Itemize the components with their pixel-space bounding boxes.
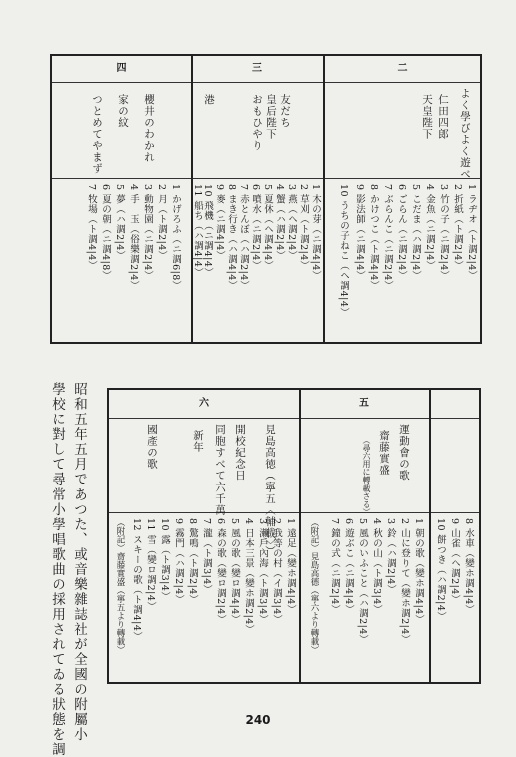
title-item: 齋藤實盛 [378,430,390,476]
title-item: つとめてやまず [91,94,103,175]
song-entry: 2 草刈（ト調2|4） [298,184,309,271]
title-item: 見島高徳（寧五〈輔載〉） [264,424,276,557]
song-entry: 5 夢（ハ調2|4） [114,184,125,261]
song-entry: 11 雪（變ロ調2|4） [145,518,156,612]
mid-rule [109,512,479,513]
grade-header-3: 三 [252,63,262,74]
song-entry: 11 船ち（ハ調4|4） [192,184,203,278]
song-entry: 6 噴水（ニ調2|4） [250,184,261,271]
song-entry: 1 かげろふ（ニ調6|8） [170,184,181,291]
body-text-line: 昭和五年五月であつた、或音樂雜誌社が全國の附屬小 [71,382,87,742]
title-item: 天皇陛下 [421,94,433,140]
song-entry: 9 影法師（ニ調4|4） [354,184,365,281]
upper-table [50,54,482,344]
song-entry: 8 水車（變ホ調4|4） [463,518,474,615]
song-entry: 10 露（ト調3|4） [159,518,170,602]
song-entry: 2 山に登りて（變ホ調2|4） [399,518,410,645]
song-entry: 1 ラヂオ（ト調2|4） [466,184,477,281]
column-divider [429,390,431,682]
title-item: 國產の歌 [146,424,158,470]
appendix-note: （附記）齋藤實盛（寧五より轉載） [115,518,125,654]
header-rule [52,82,480,83]
song-entry: 4 蟹（ハ調2|4） [274,184,285,261]
song-entry: 5 風のいふこと（ハ調2|4） [357,518,368,645]
song-entry: 7 瀧（ト調3|4） [201,518,212,595]
song-entry: 10 飛機（ニ調4|4） [202,184,213,278]
song-entry: 5 こだま（ハ調2|4） [410,184,421,281]
song-entry: 6 遊ぶこ（ニ調4|4） [343,518,354,615]
song-entry: 1 朝の歌（變ホ調4|4） [413,518,424,625]
title-note: （尋六用に轉載さる） [362,436,371,516]
title-item: 運動會の歌 [398,424,410,482]
appendix-note: （附記）見島高德（寧六より轉載） [309,518,319,654]
song-entry: 4 手 玉（俗樂調2|4） [128,184,139,291]
song-entry: 4 金魚（ニ調2|4） [424,184,435,271]
song-entry: 9 山雀（ヘ調2|4） [449,518,460,605]
song-entry: 3 瀨戶內海（ト調3|4） [257,518,268,625]
song-entry: 6 森の歌（變ロ調2|4） [215,518,226,625]
song-entry: 6 夏の朝（ニ調4|8） [100,184,111,281]
song-entry: 2 月（ト調2|4） [156,184,167,261]
song-entry: 3 竹の子（ニ調2|4） [438,184,449,281]
song-entry: 3 鈴（ハ調2|4） [385,518,396,595]
song-entry: 9 麥（ニ調4|4） [214,184,225,261]
song-entry: 9 霧門（ハ調2|4） [173,518,184,605]
song-entry: 1 遠足（變ホ調4|4） [285,518,296,615]
title-item: 櫻井のわかれ [143,94,155,163]
song-entry: 7 ぶらんこ（ニ調2|4） [382,184,393,291]
song-entry: 2 我等の村（イ調3|4） [271,518,282,625]
song-entry: 10 うちの子ねこ（ヘ調4|4） [338,184,349,318]
song-entry: 8 かけつこ（ト調4|4） [368,184,379,291]
song-entry: 4 日本三景（變ホ調2|4） [243,518,254,635]
song-entry: 4 秋の山（ト調3|4） [371,518,382,615]
grade-header-4: 四 [116,63,127,74]
song-entry: 5 風の歌（變ロ調4|4） [229,518,240,625]
title-item: 港 [203,94,215,106]
song-entry: 2 折紙（ト調2|4） [452,184,463,271]
song-entry: 12 スキーの歌（ト調4|4） [131,518,142,642]
song-entry: 7 鐘の式（ニ調2|4） [329,518,340,615]
mid-rule [52,178,480,179]
title-item: よく學びよく遊べ [459,88,471,180]
song-entry: 8 まき行き（ハ調4|4） [226,184,237,291]
title-item: 開校紀念日 [234,424,246,482]
title-item: 新年 [192,430,204,453]
song-entry: 6 ごらん（ニ調2|4） [396,184,407,281]
song-entry: 3 燕（ヘ調2|4） [286,184,297,261]
title-item: 皇后陛下 [265,94,277,140]
grade-header-2: 二 [397,63,408,74]
title-item: 仁田四郎 [437,94,449,140]
song-entry: 1 木の芽（ニ調4|4） [310,184,321,281]
title-item: おもひやり [251,94,263,152]
body-text-line: 學校に對して尋常小學唱歌曲の採用されてゐる狀態を調 [49,382,65,757]
song-entry: 3 動物園（ニ調2|4） [142,184,153,281]
lower-table [107,388,481,684]
title-item: 友だち [279,94,291,129]
header-rule [109,418,479,419]
song-entry: 10 餅つき（ハ調2|4） [435,518,446,622]
title-item: 家の紋 [117,94,129,129]
column-divider [323,56,325,342]
grade-header-6: 六 [199,398,209,409]
song-entry: 7 赤とんぼ（ハ調2|4） [238,184,249,291]
page-number: 240 [245,713,271,727]
song-entry: 8 驚鳴（ト調2|4） [187,518,198,605]
song-entry: 5 夏休（ヘ調4|4） [262,184,273,271]
song-entry: 7 牧場（ト調4|4） [86,184,97,271]
grade-header-5: 五 [359,398,369,409]
column-divider [299,390,301,682]
title-item: 同胞すべて六千萬 [214,424,226,516]
